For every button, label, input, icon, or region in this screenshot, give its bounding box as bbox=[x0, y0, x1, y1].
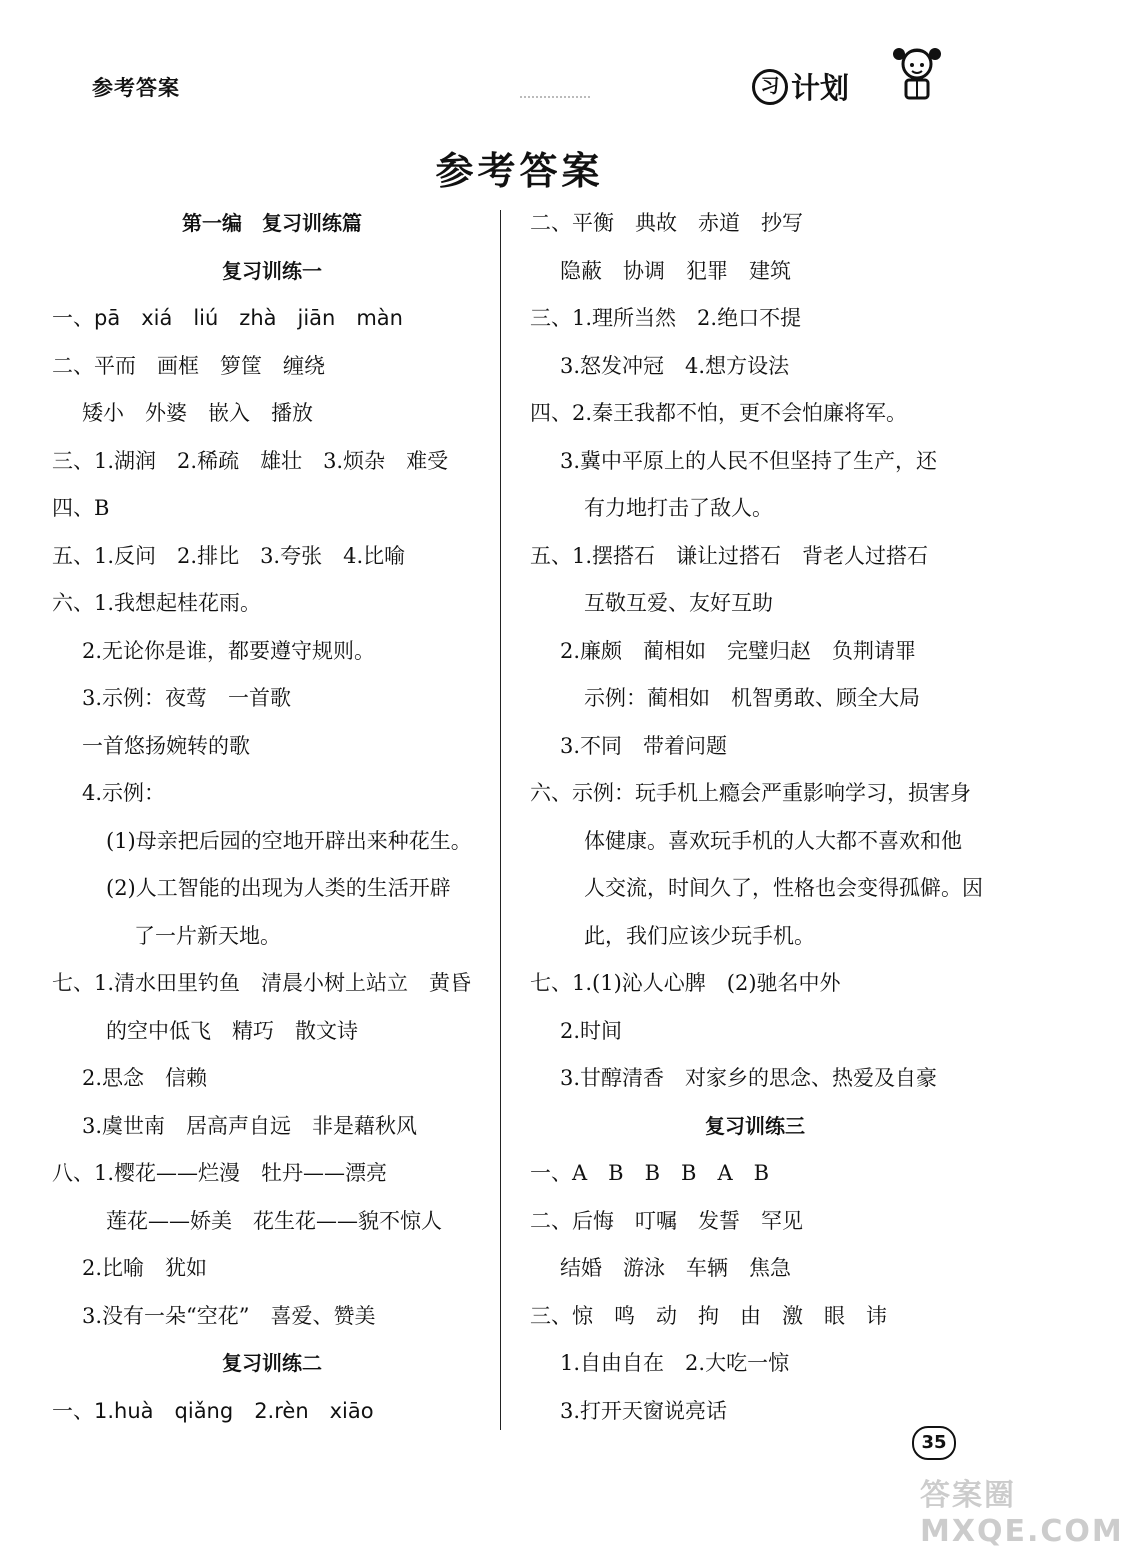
answer-line: 四、B bbox=[52, 496, 110, 520]
answer-line: 互敬互爱、友好互助 bbox=[584, 591, 773, 615]
answer-line: 3.示例：夜莺 一首歌 bbox=[82, 686, 292, 710]
answer-line: 体健康。喜欢玩手机的人大都不喜欢和他 bbox=[584, 828, 962, 853]
answer-line: 二、平衡 典故 赤道 抄写 bbox=[530, 211, 803, 235]
answer-line: 示例：蔺相如 机智勇敢、顾全大局 bbox=[584, 686, 920, 710]
answer-line: 六、1.我想起桂花雨。 bbox=[52, 591, 262, 615]
left-column bbox=[52, 200, 492, 1435]
column-divider bbox=[500, 210, 501, 1430]
answer-line: 2.时间 bbox=[560, 1018, 623, 1043]
brand-text: 计划 bbox=[791, 71, 850, 105]
answer-line: 的空中低飞 精巧 散文诗 bbox=[106, 1018, 358, 1043]
answer-line: 二、平而 画框 箩筐 缠绕 bbox=[52, 353, 325, 378]
answer-line: 3.打开天窗说亮话 bbox=[560, 1398, 728, 1423]
brand-mark: 习 bbox=[752, 69, 788, 105]
answer-line: 了一片新天地。 bbox=[134, 923, 281, 948]
section-heading: 复习训练三 bbox=[705, 1113, 805, 1138]
answer-line: 结婚 游泳 车辆 焦急 bbox=[560, 1256, 791, 1280]
brand-logo bbox=[752, 66, 849, 107]
answer-line: 3.冀中平原上的人民不但坚持了生产，还 bbox=[560, 448, 938, 473]
answer-line: 二、后悔 叮嘱 发誓 罕见 bbox=[530, 1208, 803, 1233]
answer-line: 人交流，时间久了，性格也会变得孤僻。因 bbox=[584, 876, 983, 900]
section-heading: 复习训练二 bbox=[222, 1351, 322, 1375]
header-dotted-rule bbox=[520, 96, 590, 98]
answer-line: 五、1.摆搭石 谦让过搭石 背老人过搭石 bbox=[530, 543, 929, 568]
page-title: 参考答案 bbox=[435, 148, 604, 193]
answer-line: 2.思念 信赖 bbox=[82, 1066, 208, 1090]
answer-line: 三、1.理所当然 2.绝口不提 bbox=[530, 306, 802, 330]
answer-line: 一、1.huà qiǎng 2.rèn xiāo bbox=[52, 1398, 374, 1423]
watermark-logo: 答案圈 MXQE.COM bbox=[920, 1478, 1124, 1549]
answer-line: 3.虞世南 居高声自远 非是藉秋风 bbox=[82, 1113, 418, 1138]
answer-line: 矮小 外婆 嵌入 播放 bbox=[82, 401, 313, 425]
answer-line: 五、1.反问 2.排比 3.夸张 4.比喻 bbox=[52, 543, 406, 568]
answer-line: 3.不同 带着问题 bbox=[560, 733, 728, 758]
answer-line: 有力地打击了敌人。 bbox=[584, 496, 773, 520]
answer-line: 四、2.秦王我都不怕，更不会怕廉将军。 bbox=[530, 401, 908, 425]
girl-mascot-icon bbox=[886, 40, 948, 102]
header-section-label: 参考答案 bbox=[92, 76, 180, 100]
answer-line: 此，我们应该少玩手机。 bbox=[584, 923, 815, 948]
answer-line: 2.廉颇 蔺相如 完璧归赵 负荆请罪 bbox=[560, 638, 917, 663]
answer-line: 2.比喻 犹如 bbox=[82, 1256, 208, 1280]
answer-line: 莲花——娇美 花生花——貌不惊人 bbox=[106, 1208, 442, 1233]
answer-line: 一、pā xiá liú zhà jiān màn bbox=[52, 306, 403, 330]
answer-line: 七、1.清水田里钓鱼 清晨小树上站立 黄昏 bbox=[52, 971, 472, 995]
section-heading: 复习训练一 bbox=[222, 258, 322, 283]
section-heading: 第一编 复习训练篇 bbox=[182, 211, 362, 235]
answer-line: 3.怒发冲冠 4.想方设法 bbox=[560, 353, 790, 378]
page-number: 35 bbox=[912, 1426, 956, 1460]
answer-line: 六、示例：玩手机上瘾会严重影响学习，损害身 bbox=[530, 781, 971, 805]
answer-line: 4.示例： bbox=[82, 781, 166, 805]
answer-line: 八、1.樱花——烂漫 牡丹——漂亮 bbox=[52, 1161, 388, 1185]
answer-line: 1.自由自在 2.大吃一惊 bbox=[560, 1351, 790, 1375]
right-column bbox=[530, 200, 983, 1435]
answer-line: (2)人工智能的出现为人类的生活开辟 bbox=[106, 876, 451, 900]
answer-line: 一首悠扬婉转的歌 bbox=[82, 733, 250, 758]
answer-line: 3.没有一朵“空花” 喜爱、赞美 bbox=[82, 1303, 376, 1328]
answer-line: 七、1.(1)沁人心脾 (2)驰名中外 bbox=[530, 971, 841, 995]
answer-line: 三、1.湖润 2.稀疏 雄壮 3.烦杂 难受 bbox=[52, 448, 449, 473]
answer-line: 2.无论你是谁，都要遵守规则。 bbox=[82, 638, 376, 663]
answer-line: 3.甘醇清香 对家乡的思念、热爱及自豪 bbox=[560, 1066, 938, 1090]
answer-line: (1)母亲把后园的空地开辟出来种花生。 bbox=[106, 828, 472, 853]
answer-line: 隐蔽 协调 犯罪 建筑 bbox=[560, 258, 791, 283]
answer-line: 三、惊 鸣 动 拘 由 激 眼 讳 bbox=[530, 1303, 887, 1328]
answer-line: 一、A B B B A B bbox=[530, 1161, 770, 1185]
